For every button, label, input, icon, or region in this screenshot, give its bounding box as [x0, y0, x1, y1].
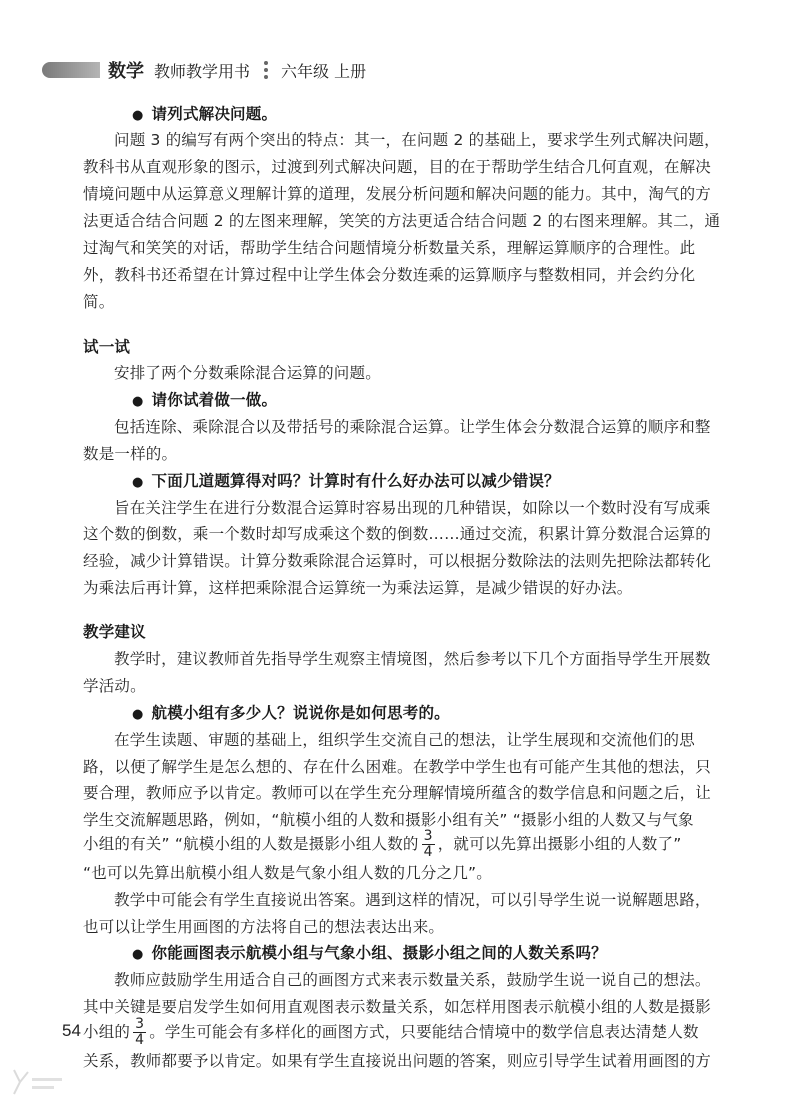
paragraph-line: 学生交流解题思路，例如，“航模小组的人数和摄影小组有关” “摄影小组的人数又与气象	[83, 811, 694, 829]
bullet-dot-icon: ●	[132, 394, 144, 409]
bullet-dot-icon: ●	[132, 947, 144, 962]
fraction	[133, 1017, 146, 1048]
paragraph-line: 学活动。	[83, 677, 146, 695]
paragraph-line: 经验，减少计算错误。计算分数乘除混合运算时，可以根据分数除法的法则先把除法都转化	[83, 552, 712, 570]
header-book-title: 教师教学用书	[154, 61, 251, 81]
bullet-heading-text: 下面几道题算得对吗？计算时有什么好办法可以减少错误？	[151, 472, 560, 490]
paragraph-line: 关系，教师都要予以肯定。如果有学生直接说出问题的答案，则应引导学生试着用画图的方	[83, 1052, 712, 1070]
running-header	[108, 58, 366, 82]
paragraph-line: 问题 3 的编写有两个突出的特点：其一，在问题 2 的基础上，要求学生列式解决问题，	[114, 131, 720, 149]
header-grade: 六年级 上册	[281, 61, 367, 81]
paragraph-line: 旨在关注学生在进行分数混合运算时容易出现的几种错误，如除以一个数时没有写成乘	[114, 499, 711, 517]
paragraph-line: 路，以便了解学生是怎么想的、存在什么困难。在教学中学生也有可能产生其他的想法，只	[83, 758, 712, 776]
paragraph-line: 教师应鼓励学生用适合自己的画图方式来表示数量关系，鼓励学生说一说自己的想法。	[114, 971, 711, 989]
paragraph-line: 教学时，建议教师首先指导学生观察主情境图，然后参考以下几个方面指导学生开展数	[114, 650, 711, 668]
paragraph-line: 教科书从直观形象的图示，过渡到列式解决问题，目的在于帮助学生结合几何直观，在解决	[83, 158, 712, 176]
bullet-heading	[132, 389, 277, 413]
fraction-denominator: 4	[135, 1032, 145, 1048]
header-subject: 数学	[108, 61, 144, 82]
paragraph-line: 其中关键是要启发学生如何用直观图表示数量关系，如怎样用图表示航模小组的人数是摄影	[83, 998, 712, 1016]
bullet-heading	[132, 470, 560, 494]
paragraph-line: 简。	[83, 293, 115, 311]
paragraph-line: 这个数的倒数，乘一个数时却写成乘这个数的倒数……通过交流，积累计算分数混合运算的	[83, 525, 712, 543]
paragraph-line: 为乘法后再计算，这样把乘除混合运算统一为乘法运算，是减少错误的好办法。	[83, 579, 633, 597]
bullet-heading-text: 航模小组有多少人？说说你是如何思考的。	[151, 704, 450, 722]
paragraph-line: 安排了两个分数乘除混合运算的问题。	[114, 364, 381, 382]
bullet-heading-text: 请列式解决问题。	[151, 105, 278, 123]
fraction-numerator: 3	[423, 828, 433, 844]
watermark-logo-icon	[6, 1066, 66, 1100]
paragraph-line: 情境问题中从运算意义理解计算的道理，发展分析问题和解决问题的能力。其中，淘气的方	[83, 185, 712, 203]
paragraph-line: 也可以让学生用画图的方法将自己的想法表达出来。	[83, 918, 445, 936]
paragraph-line: 在学生读题、审题的基础上，组织学生交流自己的想法，让学生展现和交流他们的思	[114, 731, 695, 749]
bullet-dot-icon: ●	[132, 475, 144, 490]
bullet-dot-icon: ●	[132, 707, 144, 722]
text-before-fraction: 小组的	[83, 1023, 131, 1041]
fraction-denominator: 4	[423, 844, 433, 860]
bullet-heading-text: 你能画图表示航模小组与气象小组、摄影小组之间的人数关系吗？	[151, 944, 607, 962]
paragraph-line-with-fraction	[83, 1017, 699, 1048]
fraction-numerator: 3	[135, 1016, 145, 1032]
paragraph-line: 包括连除、乘除混合以及带括号的乘除混合运算。让学生体会分数混合运算的顺序和整	[114, 418, 711, 436]
section-title: 试一试	[83, 338, 131, 356]
paragraph-line: 法更适合结合问题 2 的左图来理解，笑笑的方法更适合结合问题 2 的右图来理解。其二，通	[83, 212, 721, 230]
header-decor-bar	[42, 62, 100, 78]
paragraph-line: 过淘气和笑笑的对话，帮助学生结合问题情境分析数量关系，理解运算顺序的合理性。此	[83, 239, 696, 257]
fraction	[422, 829, 435, 860]
text-after-fraction: 。学生可能会有多样化的画图方式，只要能结合情境中的数学信息表达清楚人数	[149, 1023, 699, 1041]
text-after-fraction: ，就可以先算出摄影小组的人数了”	[437, 835, 682, 853]
paragraph-line: 数是一样的。	[83, 445, 178, 463]
paragraph-line-with-fraction	[83, 829, 681, 860]
paragraph-line: 教学中可能会有学生直接说出答案。遇到这样的情况，可以引导学生说一说解题思路，	[114, 891, 711, 909]
bullet-heading-text: 请你试着做一做。	[151, 391, 278, 409]
header-separator	[264, 61, 271, 79]
bullet-heading	[132, 103, 277, 127]
paragraph-line: 外，教科书还希望在计算过程中让学生体会分数连乘的运算顺序与整数相同，并会约分化	[83, 266, 696, 284]
section-title: 教学建议	[83, 623, 146, 641]
bullet-heading	[132, 942, 607, 966]
bullet-dot-icon: ●	[132, 108, 144, 123]
paragraph-line: “也可以先算出航模小组人数是气象小组人数的几分之几”。	[83, 864, 492, 882]
bullet-heading	[132, 702, 450, 726]
text-before-fraction: 小组的有关” “航模小组的人数是摄影小组人数的	[83, 835, 419, 853]
paragraph-line: 要合理，教师应予以肯定。教师可以在学生充分理解情境所蕴含的数学信息和问题之后，让	[83, 784, 712, 802]
page-number: 54	[62, 1021, 81, 1040]
